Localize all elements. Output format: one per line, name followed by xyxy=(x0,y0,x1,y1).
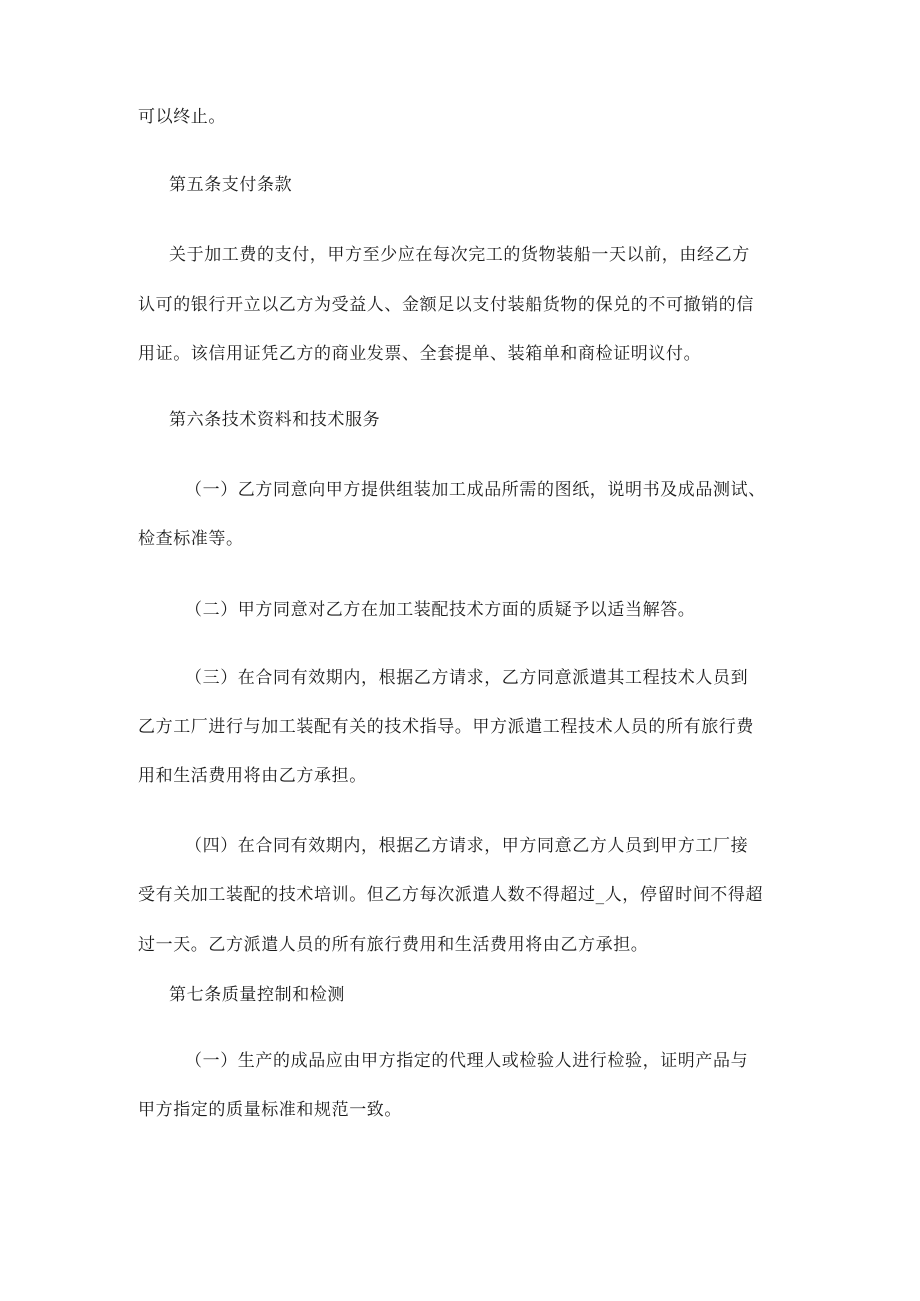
clause-line: （一）生产的成品应由甲方指定的代理人或检验人进行检验，证明产品与 xyxy=(185,1051,749,1071)
clause-line: 乙方工厂进行与加工装配有关的技术指导。甲方派遣工程技术人员的所有旅行费 xyxy=(138,717,754,737)
section-heading-6: 第六条技术资料和技术服务 xyxy=(169,410,381,430)
clause-line: 甲方指定的质量标准和规范一致。 xyxy=(138,1100,402,1120)
section-heading-5: 第五条支付条款 xyxy=(169,175,293,195)
clause-line: （二）甲方同意对乙方在加工装配技术方面的质疑予以适当解答。 xyxy=(185,600,696,620)
clause-line: 受有关加工装配的技术培训。但乙方每次派遣人数不得超过_人，停留时间不得超 xyxy=(138,885,764,905)
paragraph-line: 用证。该信用证凭乙方的商业发票、全套提单、装箱单和商检证明议付。 xyxy=(138,344,702,364)
clause-line: （一）乙方同意向甲方提供组装加工成品所需的图纸，说明书及成品测试、 xyxy=(185,480,766,500)
text-line-1: 可以终止。 xyxy=(138,107,226,127)
clause-line: 检查标准等。 xyxy=(138,529,244,549)
clause-line: 过一天。乙方派遣人员的所有旅行费用和生活费用将由乙方承担。 xyxy=(138,935,649,955)
clause-line: 用和生活费用将由乙方承担。 xyxy=(138,766,367,786)
clause-line: （四）在合同有效期内，根据乙方请求，甲方同意乙方人员到甲方工厂接 xyxy=(185,836,749,856)
clause-line: （三）在合同有效期内，根据乙方请求，乙方同意派遣其工程技术人员到 xyxy=(185,668,749,688)
section-heading-7: 第七条质量控制和检测 xyxy=(169,985,345,1005)
paragraph-line: 认可的银行开立以乙方为受益人、金额足以支付装船货物的保兑的不可撤销的信 xyxy=(138,295,754,315)
paragraph-line: 关于加工费的支付，甲方至少应在每次完工的货物装船一天以前，由经乙方 xyxy=(169,245,750,265)
